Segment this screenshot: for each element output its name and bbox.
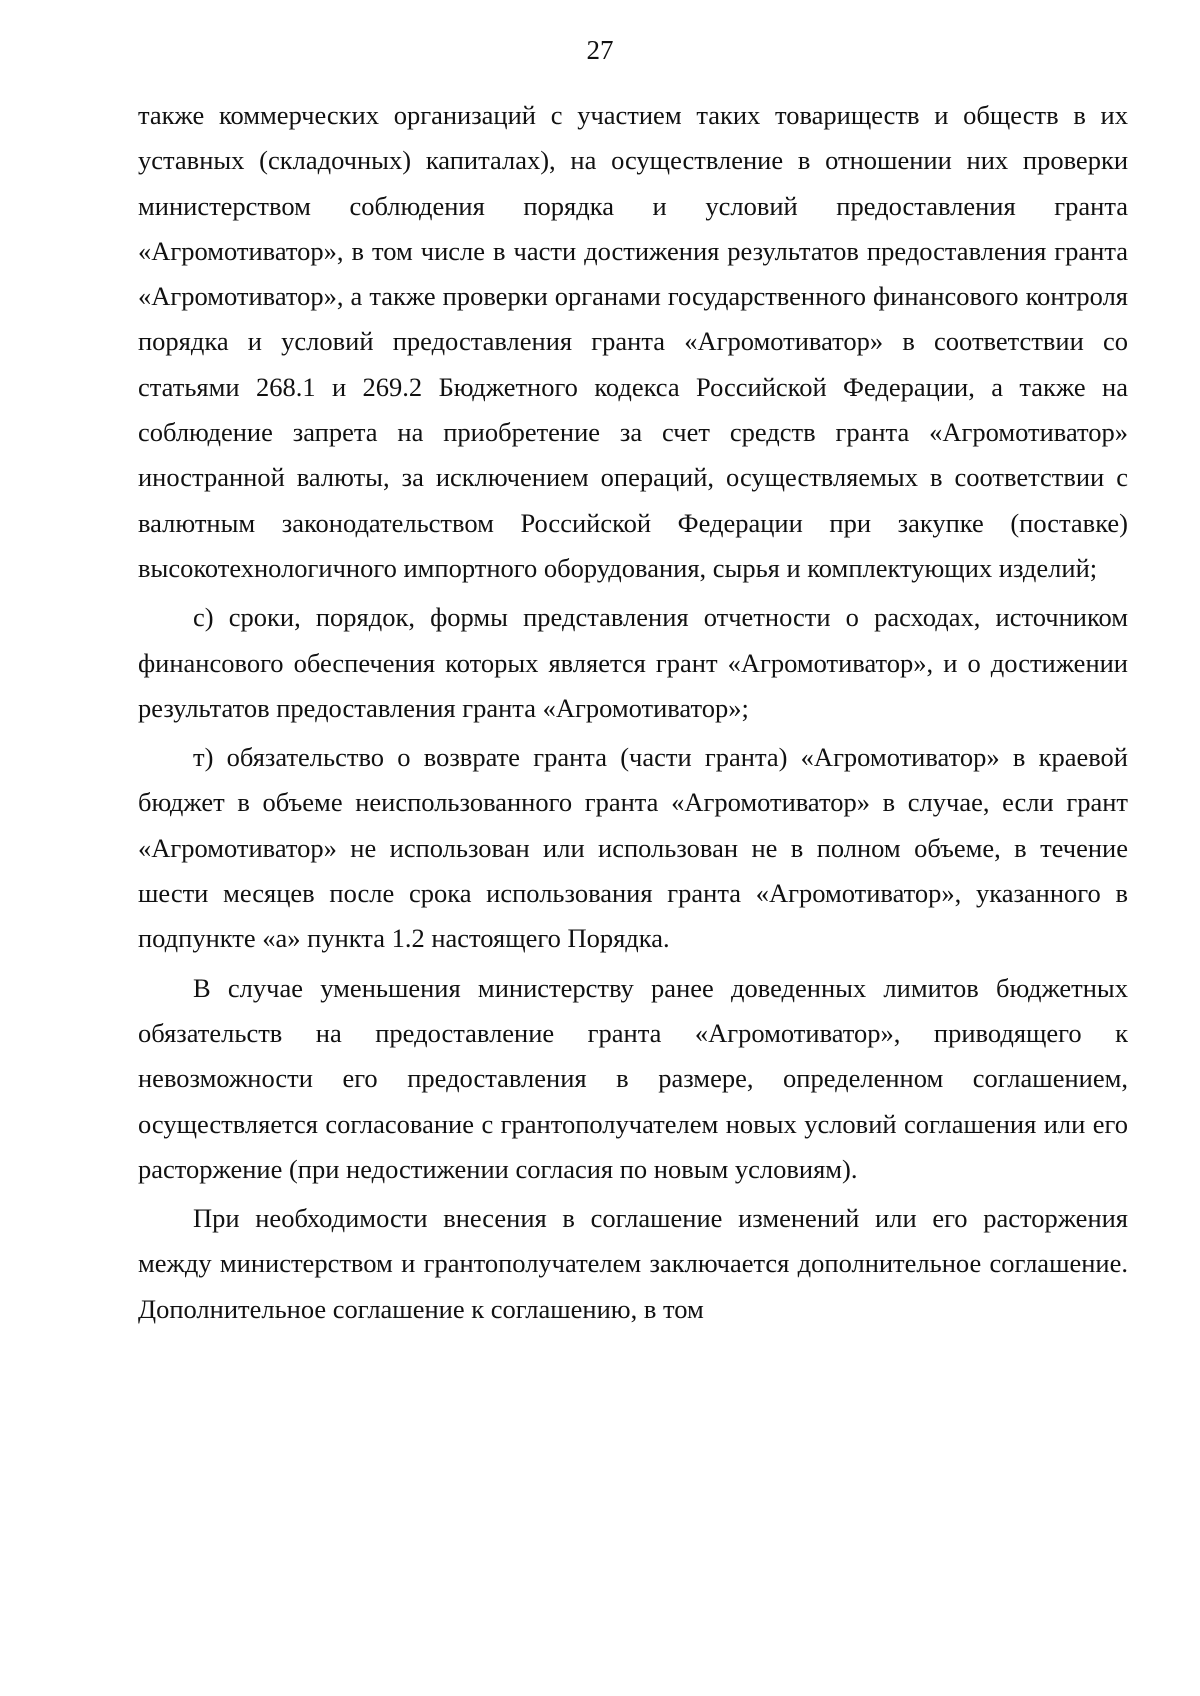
paragraph-item-s: с) сроки, порядок, формы представления отчетности о расходах, источником финансового обеспечения которых является грант «Агромотиватор», и о достижении результатов предоставления гранта «Агромотиватор»; (138, 602, 1128, 723)
paragraph-item-t: т) обязательство о возврате гранта (части гранта) «Агромотиватор» в краевой бюджет в объеме неиспользованного гранта «Агромотиватор» в случае, если грант «Агромотиватор» не использован или использован не в полном объеме, в течение шести месяцев после срока использования гранта «Агромотиватор», указанного в подпункте «а» пункта 1.2 настоящего Порядка. (138, 742, 1128, 954)
paragraph-limits-reduction: В случае уменьшения министерству ранее доведенных лимитов бюджетных обязательств на предоставление гранта «Агромотиватор», приводящего к невозможности его предоставления в размере, определенном соглашением, осуществляется согласование с грантополучателем новых условий соглашения или его расторжение (при недостижении согласия по новым условиям). (138, 972, 1128, 1184)
document-body (138, 93, 1128, 1332)
page-number: 27 (586, 35, 614, 65)
paragraph-continuation: также коммерческих организаций с участием таких товариществ и обществ в их уставных (складочных) капиталах), на осуществление в отношении них проверки министерством соблюдения порядка и условий предоставления гранта «Агромотиватор», в том числе в части достижения результатов предоставления гранта «Агромотиватор», а также проверки органами государственного финансового контроля порядка и условий предоставления гранта «Агромотиватор» в соответствии со статьями 268.1 и 269.2 Бюджетного кодекса Российской Федерации, а также на соблюдение запрета на приобретение за счет средств гранта «Агромотиватор» иностранной валюты, за исключением операций, осуществляемых в соответствии с валютным законодательством Российской Федерации при закупке (поставке) высокотехнологичного импортного оборудования, сырья и комплектующих изделий; (138, 100, 1128, 583)
paragraph-amendments: При необходимости внесения в соглашение изменений или его расторжения между министерством и грантополучателем заключается дополнительное соглашение. Дополнительное соглашение к соглашению, в том (138, 1203, 1128, 1324)
